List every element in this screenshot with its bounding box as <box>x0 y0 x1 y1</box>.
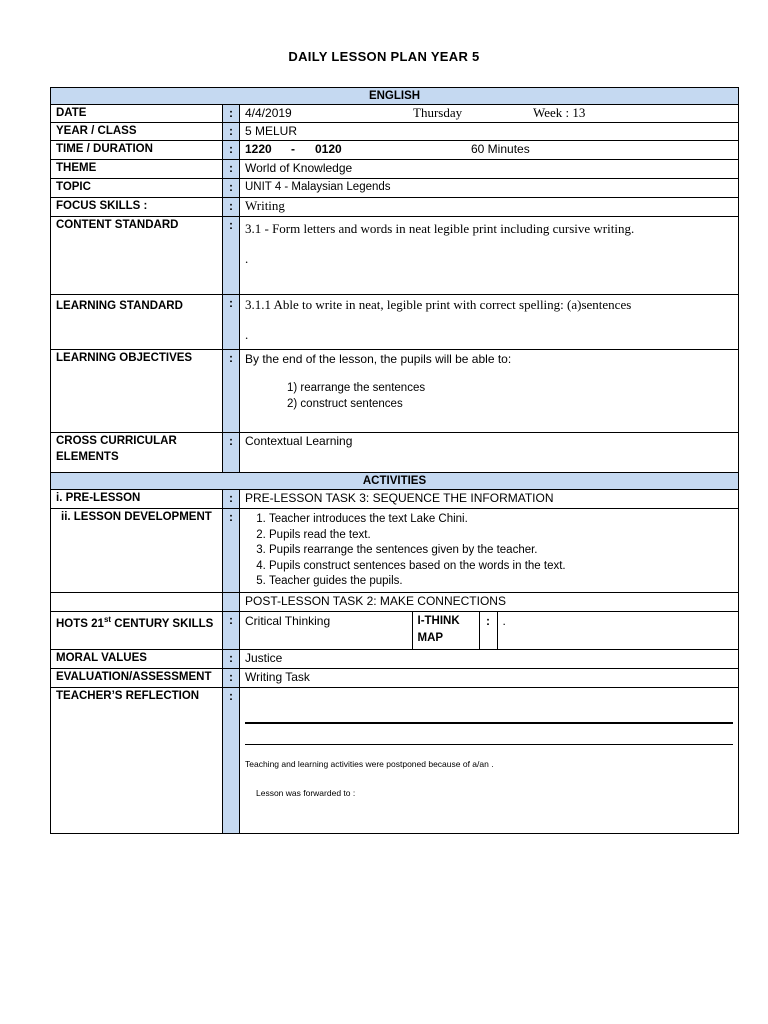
colon: : <box>223 295 240 350</box>
learning-standard-label: LEARNING STANDARD <box>51 295 223 350</box>
hots-value: Critical Thinking <box>245 614 331 628</box>
cross-curricular-label <box>51 433 223 473</box>
focus-value: Writing <box>240 198 739 217</box>
year-class-label: YEAR / CLASS <box>51 123 223 141</box>
subject-band-row <box>51 88 739 105</box>
objectives-cell <box>240 350 739 433</box>
colon: : <box>223 509 240 593</box>
content-standard-cell <box>240 217 739 295</box>
development-step: 1. Teacher introduces the text Lake Chini. <box>269 512 733 528</box>
row-hots <box>51 612 739 650</box>
objective-item: 2) construct sentences <box>287 397 403 410</box>
colon: : <box>223 179 240 198</box>
colon: : <box>223 350 240 433</box>
development-step: 2. Pupils read the text. <box>269 528 733 544</box>
hots-label-sup: st <box>103 615 112 624</box>
evaluation-value: Writing Task <box>240 669 739 688</box>
post-lesson-value: POST-LESSON TASK 2: MAKE CONNECTIONS <box>240 593 739 612</box>
week-value: Week : 13 <box>533 105 586 120</box>
learning-standard-extra: . <box>245 327 249 342</box>
time-dash: - <box>291 142 295 156</box>
colon: : <box>223 490 240 509</box>
reflection-line-thin <box>245 744 733 745</box>
row-time <box>51 141 739 160</box>
row-objectives <box>51 350 739 433</box>
activities-band-row <box>51 473 739 490</box>
post-lesson-empty-label <box>51 593 223 612</box>
development-step: 5. Teacher guides the pupils. <box>269 574 733 590</box>
lesson-plan-table <box>50 87 739 834</box>
row-reflection <box>51 688 739 834</box>
colon: : <box>223 160 240 179</box>
reflection-forwarded: Lesson was forwarded to : <box>256 788 356 798</box>
row-cross-curricular <box>51 433 739 473</box>
topic-value: UNIT 4 - Malaysian Legends <box>240 179 739 198</box>
pre-lesson-value: PRE-LESSON TASK 3: SEQUENCE THE INFORMATION <box>240 490 739 509</box>
ithink-colon: : <box>479 612 497 649</box>
moral-value: Justice <box>240 650 739 669</box>
row-topic <box>51 179 739 198</box>
colon: : <box>223 612 240 650</box>
row-learning-standard <box>51 295 739 350</box>
reflection-postponed: Teaching and learning activities were postponed because of a/an . <box>245 759 494 769</box>
colon: : <box>223 433 240 473</box>
colon: : <box>223 198 240 217</box>
cross-label-line-1: CROSS CURRICULAR <box>56 435 177 447</box>
moral-label: MORAL VALUES <box>51 650 223 669</box>
objectives-label: LEARNING OBJECTIVES <box>51 350 223 433</box>
ithink-label-line-2: MAP <box>417 632 444 644</box>
activities-band: ACTIVITIES <box>51 473 739 490</box>
hots-label <box>51 612 223 650</box>
learning-standard-cell <box>240 295 739 350</box>
theme-label: THEME <box>51 160 223 179</box>
development-steps <box>245 512 733 590</box>
row-pre-lesson <box>51 490 739 509</box>
lesson-development-label: ii. LESSON DEVELOPMENT <box>51 509 223 593</box>
colon: : <box>223 669 240 688</box>
theme-value: World of Knowledge <box>240 160 739 179</box>
hots-cell <box>240 612 739 650</box>
objective-item: 1) rearrange the sentences <box>287 382 426 394</box>
ithink-value: . <box>497 612 738 649</box>
colon: : <box>223 141 240 160</box>
day-value: Thursday <box>413 105 463 120</box>
development-step: 3. Pupils rearrange the sentences given by the teacher. <box>269 543 733 559</box>
row-year-class <box>51 123 739 141</box>
topic-label: TOPIC <box>51 179 223 198</box>
ithink-label <box>412 612 479 649</box>
content-standard-label: CONTENT STANDARD <box>51 217 223 295</box>
content-standard-value: 3.1 - Form letters and words in neat legible print including cursive writing. <box>245 221 635 236</box>
row-date <box>51 105 739 123</box>
row-moral <box>51 650 739 669</box>
row-focus <box>51 198 739 217</box>
page-title: DAILY LESSON PLAN YEAR 5 <box>288 49 480 64</box>
learning-standard-value: 3.1.1 Able to write in neat, legible print with correct spelling: (a)sentences <box>245 297 632 312</box>
time-end: 0120 <box>315 142 342 156</box>
reflection-cell <box>240 688 739 834</box>
hots-label-post: CENTURY SKILLS <box>111 617 214 630</box>
ithink-label-line-1: I-THINK <box>417 615 460 627</box>
row-evaluation <box>51 669 739 688</box>
reflection-label: TEACHER’S REFLECTION <box>51 688 223 834</box>
lesson-development-cell <box>240 509 739 593</box>
objectives-list <box>245 381 733 412</box>
row-theme <box>51 160 739 179</box>
cross-curricular-value: Contextual Learning <box>240 433 739 473</box>
evaluation-label: EVALUATION/ASSESSMENT <box>51 669 223 688</box>
row-content-standard <box>51 217 739 295</box>
reflection-space <box>245 688 733 722</box>
date-cell <box>240 105 739 123</box>
colon: : <box>223 123 240 141</box>
content-standard-extra: . <box>245 251 249 266</box>
colon: : <box>223 105 240 123</box>
time-start: 1220 <box>245 142 272 156</box>
pre-lesson-label: i. PRE-LESSON <box>51 490 223 509</box>
colon: : <box>223 217 240 295</box>
date-value: 4/4/2019 <box>245 106 292 120</box>
colon: : <box>223 650 240 669</box>
cross-label-line-2: ELEMENTS <box>56 451 119 463</box>
focus-label: FOCUS SKILLS : <box>51 198 223 217</box>
colon: : <box>223 688 240 834</box>
subject-band: ENGLISH <box>51 88 739 105</box>
time-label: TIME / DURATION <box>51 141 223 160</box>
hots-label-pre: HOTS 21 <box>56 617 104 630</box>
objectives-intro: By the end of the lesson, the pupils will be able to: <box>245 352 512 366</box>
row-post-lesson <box>51 593 739 612</box>
colon-empty <box>223 593 240 612</box>
time-cell <box>240 141 739 160</box>
row-lesson-development <box>51 509 739 593</box>
date-label: DATE <box>51 105 223 123</box>
duration-value: 60 Minutes <box>471 142 530 156</box>
development-step: 4. Pupils construct sentences based on the words in the text. <box>269 559 733 575</box>
year-class-value: 5 MELUR <box>240 123 739 141</box>
hots-inner-table <box>240 612 738 649</box>
